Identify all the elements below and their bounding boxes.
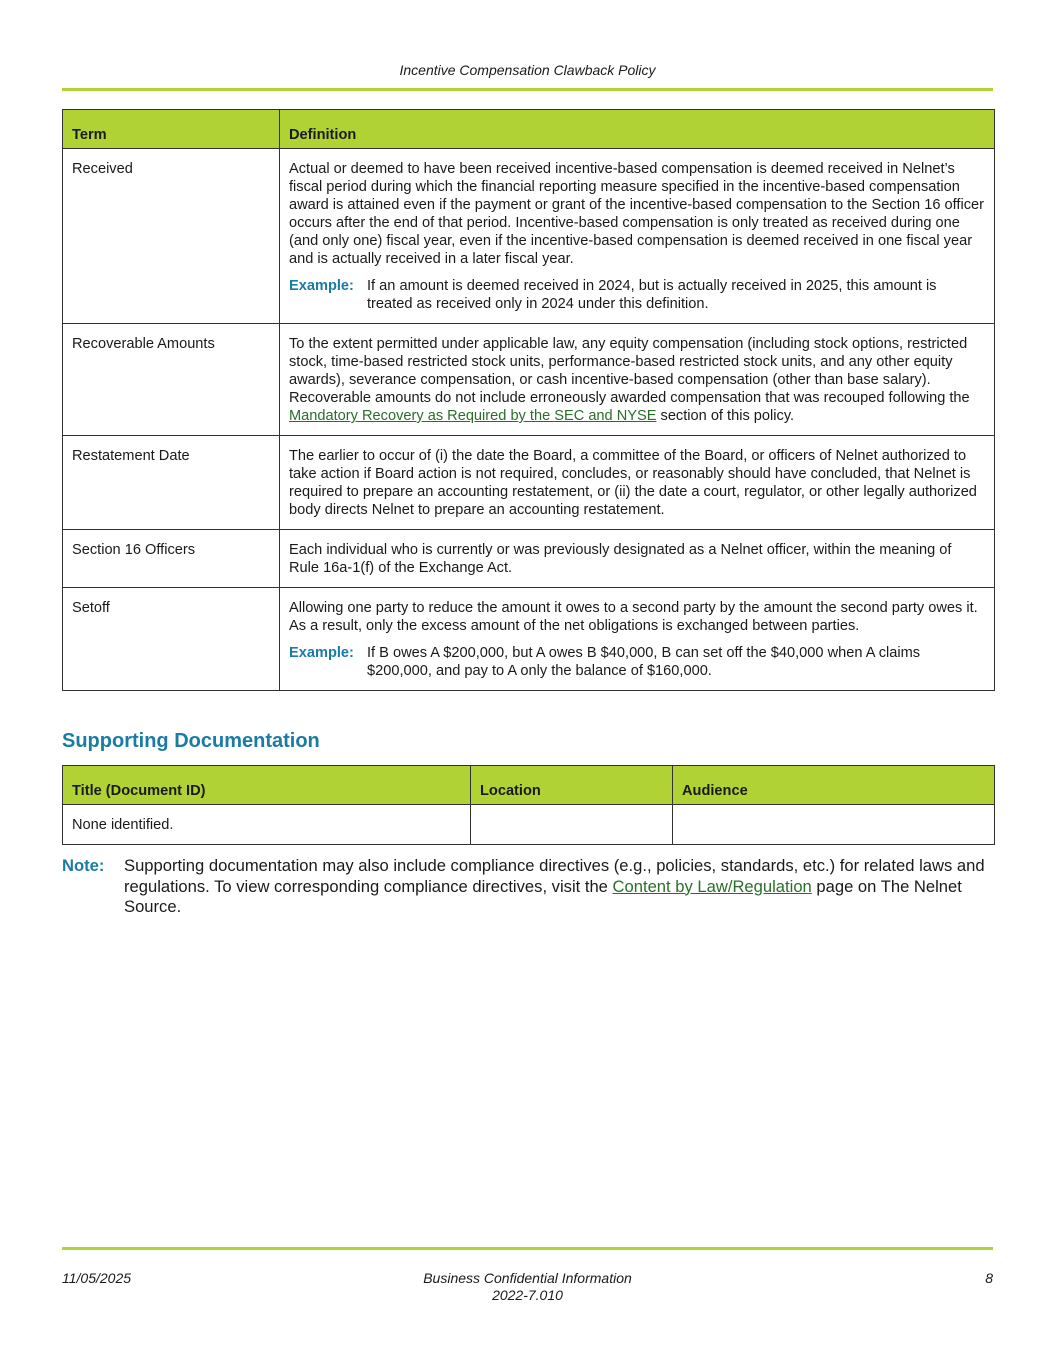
content-by-law-link[interactable]: Content by Law/Regulation [612,876,812,896]
example-label: Example: [289,645,354,661]
supporting-documentation-heading: Supporting Documentation [62,730,320,752]
term-cell: Recoverable Amounts [63,324,280,436]
definition-cell [280,149,995,324]
table-row [63,588,995,691]
note-text-start: Supporting documentation may also include compliance directives (e.g., policies, standards, etc.) for related laws and regulations. To view corresponding compliance directives, visit the [124,856,985,896]
footer-document-id: 2022-7.010 [492,1287,563,1303]
mandatory-recovery-link[interactable]: Mandatory Recovery as Required by the SEC and NYSE [289,408,657,424]
header-divider [62,88,993,91]
table-header-row [63,110,995,149]
audience-cell [673,805,995,845]
table-row [63,436,995,530]
note [62,856,993,918]
definition-text: Allowing one party to reduce the amount it owes to a second party by the amount the second party owes it. As a result, only the excess amount of the net obligations is exchanged between parties. [289,600,978,634]
column-header-title: Title (Document ID) [63,766,471,805]
column-header-audience: Audience [673,766,995,805]
definitions-table [62,109,995,691]
document-header-title: Incentive Compensation Clawback Policy [399,62,656,78]
example-text: If an amount is deemed received in 2024, but is actually received in 2025, this amount is treated as received only in 2024 under this definition. [367,278,937,312]
column-header-term: Term [63,110,280,149]
table-row [63,530,995,588]
definition-text: Actual or deemed to have been received incentive-based compensation is deemed received in Nelnet’s fiscal period during which the financial reporting measure specified in the incentive-based compensation award is attained even if the payment or grant of the incentive-based compensation to the Section 16 officer occurs after the end of that period. Incentive-based compensation is only treated as received during one (and only one) fiscal year, even if the incentive-based compensation is deemed received in one fiscal year and is actually received in a later fiscal year. [289,161,984,267]
definition-cell: The earlier to occur of (i) the date the Board, a committee of the Board, or officers of Nelnet authorized to take action if Board action is not required, concludes, or reasonably should have concluded, that Nelnet is required to prepare an accounting restatement, or (ii) the date a court, regulator, or other legally authorized body directs Nelnet to prepare an accounting restatement. [280,436,995,530]
table-row [63,324,995,436]
term-cell: Received [63,149,280,324]
footer-classification: Business Confidential Information [423,1270,632,1286]
footer-center [62,1270,993,1304]
definition-cell [280,324,995,436]
definition-cell [280,588,995,691]
example [289,277,985,313]
footer-date: 11/05/2025 [62,1270,132,1286]
table-row [63,805,995,845]
column-header-location: Location [471,766,673,805]
footer-divider [62,1247,993,1250]
example-text: If B owes A $200,000, but A owes B $40,000, B can set off the $40,000 when A claims $200,000, and pay to A only the balance of $160,000. [367,645,921,679]
example [289,644,985,680]
example-label: Example: [289,278,354,294]
definition-text-continued: section of this policy. [656,408,795,424]
term-cell: Restatement Date [63,436,280,530]
location-cell [471,805,673,845]
column-header-definition: Definition [280,110,995,149]
definition-cell: Each individual who is currently or was previously designated as a Nelnet officer, within the meaning of Rule 16a-1(f) of the Exchange Act. [280,530,995,588]
note-text [124,856,993,918]
term-cell: Section 16 Officers [63,530,280,588]
page-number: 8 [985,1270,993,1286]
term-cell: Setoff [63,588,280,691]
note-text-end: page on The Nelnet Source. [124,876,962,916]
table-header-row [63,766,995,805]
definition-text: To the extent permitted under applicable law, any equity compensation (including stock options, restricted stock, time-based restricted stock units, performance-based restricted stock units, and any other equity awards), severance compensation, or cash incentive-based compensation (other than base salary). Recoverable amounts do not include erroneously awarded compensation that was recouped following the [289,336,970,406]
table-row [63,149,995,324]
supporting-documentation-table [62,765,995,845]
note-label: Note: [62,856,105,875]
document-title-cell: None identified. [63,805,471,845]
